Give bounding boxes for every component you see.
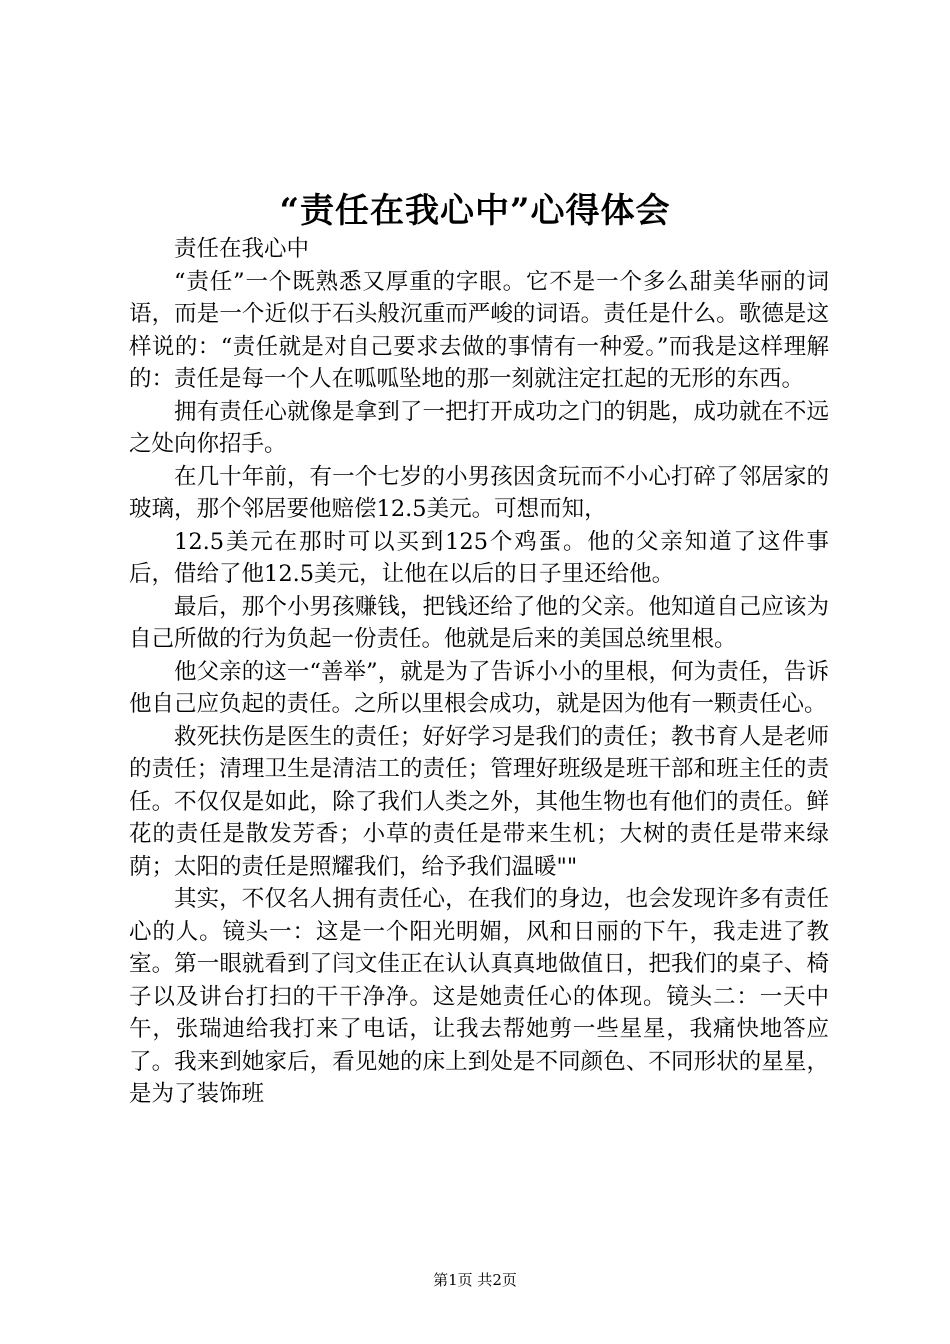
paragraph: 救死扶伤是医生的责任；好好学习是我们的责任；教书育人是老师的责任；清理卫生是清洁工的责任；管理好班级是班干部和班主任的责任。不仅仅是如此，除了我们人类之外，其他生物也有他们的责任。鲜花的责任是散发芳香；小草的责任是带来生机；大树的责任是带来绿荫；太阳的责任是照耀我们，给予我们温暖"" [129,723,829,880]
paragraph: 他父亲的这一“善举”，就是为了告诉小小的里根，何为责任，告诉他自己应负起的责任。之所以里根会成功，就是因为他有一颗责任心。 [129,658,829,717]
paragraph: 拥有责任心就像是拿到了一把打开成功之门的钥匙，成功就在不远之处向你招手。 [129,398,829,457]
paragraph: 其实，不仅名人拥有责任心，在我们的身边，也会发现许多有责任心的人。镜头一：这是一个阳光明媚，风和日丽的下午，我走进了教室。第一眼就看到了闫文佳正在认认真真地做值日，把我们的桌子、椅子以及讲台打扫的干干净净。这是她责任心的体现。镜头二：一天中午，张瑞迪给我打来了电话，让我去帮她剪一些星星，我痛快地答应了。我来到她家后，看见她的床上到处是不同颜色、不同形状的星星，是为了装饰班 [129,886,829,1107]
paragraph: 12.5美元在那时可以买到125个鸡蛋。他的父亲知道了这件事后，借给了他12.5美元，让他在以后的日子里还给他。 [129,528,829,587]
document-title: “责任在我心中”心得体会 [279,191,671,231]
paragraph: “责任”一个既熟悉又厚重的字眼。它不是一个多么甜美华丽的词语，而是一个近似于石头般沉重而严峻的词语。责任是什么。歌德是这样说的：“责任就是对自己要求去做的事情有一种爱。”而我是这样理解的：责任是每一个人在呱呱坠地的那一刻就注定扛起的无形的东西。 [129,268,829,392]
paragraph: 在几十年前，有一个七岁的小男孩因贪玩而不小心打碎了邻居家的玻璃，那个邻居要他赔偿12.5美元。可想而知， [129,463,829,522]
page-number-footer: 第1页 共2页 [433,1271,517,1289]
paragraph-heading: 责任在我心中 [174,236,310,262]
document-body [129,233,829,1111]
paragraph: 最后，那个小男孩赚钱，把钱还给了他的父亲。他知道自己应该为自己所做的行为负起一份责任。他就是后来的美国总统里根。 [129,593,829,652]
